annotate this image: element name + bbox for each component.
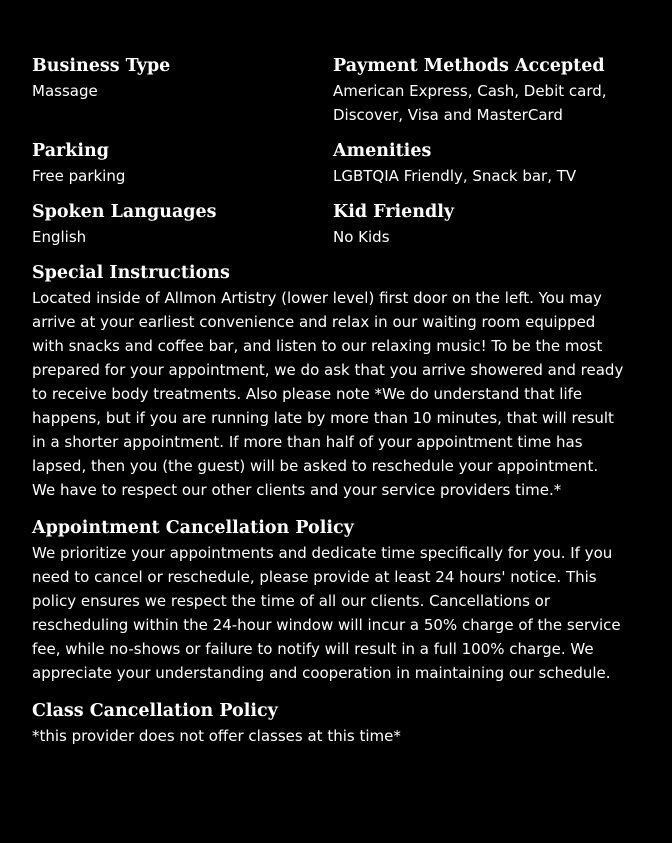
business-type-heading: Business Type — [32, 56, 171, 76]
details-grid — [32, 53, 648, 260]
kid-friendly-section — [333, 199, 648, 249]
special-instructions-section — [32, 260, 648, 502]
class-cancellation-text: *this provider does not offer classes at this time* — [32, 727, 401, 745]
parking-heading: Parking — [32, 141, 109, 161]
spoken-languages-heading: Spoken Languages — [32, 202, 217, 222]
class-cancellation-heading: Class Cancellation Policy — [32, 701, 278, 721]
spoken-languages-value: English — [32, 228, 87, 246]
spoken-languages-section — [32, 199, 333, 249]
payment-methods-heading: Payment Methods Accepted — [333, 56, 605, 76]
business-type-value: Massage — [32, 82, 98, 100]
kid-friendly-heading: Kid Friendly — [333, 202, 455, 222]
parking-section — [32, 138, 333, 188]
payment-methods-section — [333, 53, 648, 127]
special-instructions-text: Located inside of Allmon Artistry (lower level) first door on the left. You may arrive at your earliest convenience and relax in our waiting room equipped with snacks and coffee bar, and listen to our relaxing music! To be the most prepared for your appointment, we do ask that you arrive showered and ready to receive body treatments. Also please note *We do understand that life happens, but if you are running late by more than 10 minutes, that will result in a shorter appointment. If more than half of your appointment time has lapsed, then you (the guest) will be asked to reschedule your appointment. We have to respect our other clients and your service providers time.* — [32, 289, 624, 499]
appointment-cancellation-text: We prioritize your appointments and dedicate time specifically for you. If you need to cancel or reschedule, please provide at least 24 hours' notice. This policy ensures we respect the time of all our clients. Cancellations or rescheduling within the 24-hour window will incur a 50% charge of the service fee, while no-shows or failure to notify will result in a full 100% charge. We appreciate your understanding and cooperation in maintaining our schedule. — [32, 544, 621, 682]
business-type-section — [32, 53, 333, 127]
parking-value: Free parking — [32, 167, 126, 185]
amenities-heading: Amenities — [333, 141, 432, 161]
appointment-cancellation-section — [32, 515, 648, 685]
payment-methods-value: American Express, Cash, Debit card, Discover, Visa and MasterCard — [333, 82, 607, 124]
appointment-cancellation-heading: Appointment Cancellation Policy — [32, 518, 354, 538]
special-instructions-heading: Special Instructions — [32, 263, 230, 283]
amenities-section — [333, 138, 648, 188]
kid-friendly-value: No Kids — [333, 228, 390, 246]
amenities-value: LGBTQIA Friendly, Snack bar, TV — [333, 167, 577, 185]
class-cancellation-section — [32, 698, 648, 748]
